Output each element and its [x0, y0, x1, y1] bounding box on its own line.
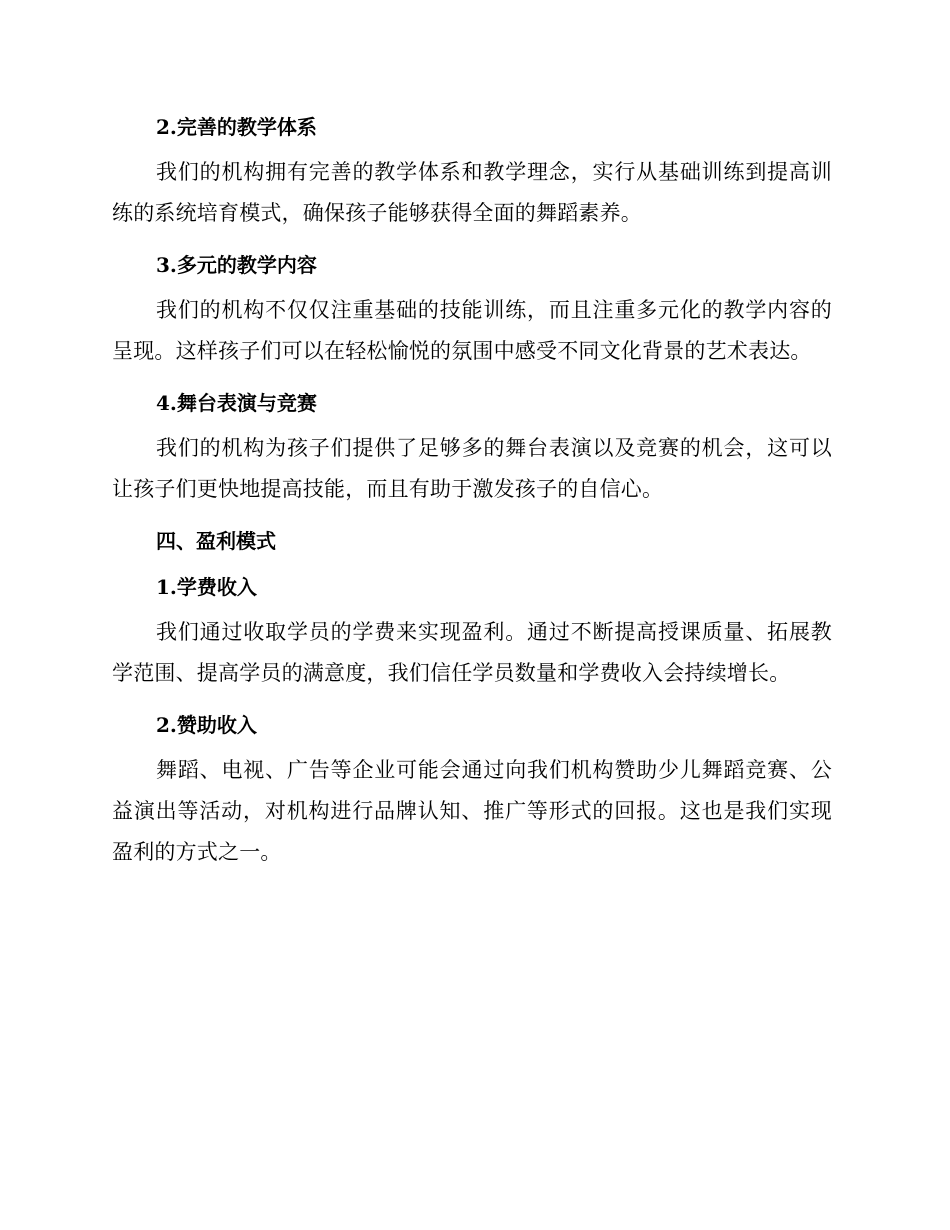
paragraph-tuition-income: 我们通过收取学员的学费来实现盈利。通过不断提高授课质量、拓展教学范围、提高学员的满意度，我们信任学员数量和学费收入会持续增长。 [112, 620, 832, 685]
section-heading-stage-performance: 4.舞台表演与竞赛 [156, 391, 317, 415]
section-heading-teaching-content: 3.多元的教学内容 [156, 253, 317, 277]
paragraph-sponsorship-income: 舞蹈、电视、广告等企业可能会通过向我们机构赞助少儿舞蹈竞赛、公益演出等活动，对机构进行品牌认知、推广等形式的回报。这也是我们实现盈利的方式之一。 [112, 758, 832, 864]
section-heading-sponsorship-income: 2.赞助收入 [156, 713, 257, 737]
document-body [112, 112, 832, 873]
section-heading-tuition-income: 1.学费收入 [156, 575, 257, 599]
chapter-heading-profit-model: 四、盈利模式 [156, 529, 276, 553]
paragraph-teaching-system: 我们的机构拥有完善的教学体系和教学理念，实行从基础训练到提高训练的系统培育模式，确保孩子能够获得全面的舞蹈素养。 [112, 160, 832, 225]
paragraph-teaching-content: 我们的机构不仅仅注重基础的技能训练，而且注重多元化的教学内容的呈现。这样孩子们可以在轻松愉悦的氛围中感受不同文化背景的艺术表达。 [112, 298, 832, 363]
paragraph-stage-performance: 我们的机构为孩子们提供了足够多的舞台表演以及竞赛的机会，这可以让孩子们更快地提高技能，而且有助于激发孩子的自信心。 [112, 436, 832, 501]
section-heading-teaching-system: 2.完善的教学体系 [156, 115, 317, 139]
